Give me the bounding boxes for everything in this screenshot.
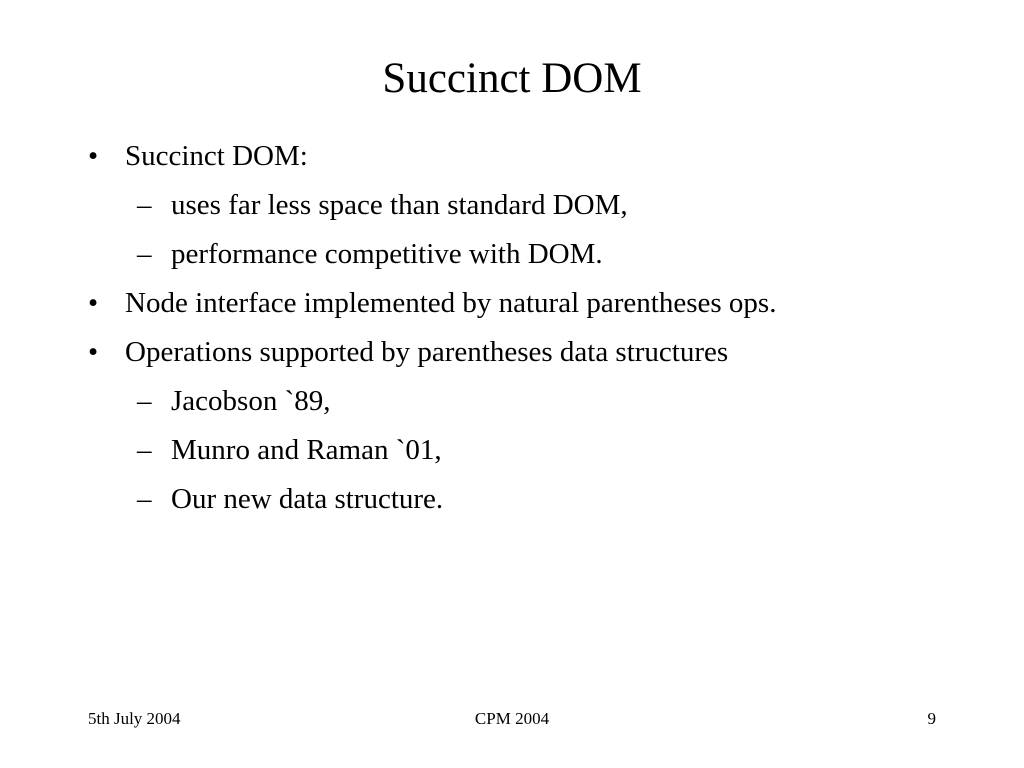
list-item (0, 477, 1024, 526)
bullet-marker: • (88, 336, 99, 368)
list-item-text: Succinct DOM: (125, 140, 308, 172)
bullet-marker: • (88, 140, 99, 172)
slide-title: Succinct DOM (382, 55, 642, 102)
list-item-text: Node interface implemented by natural parentheses ops. (125, 287, 777, 319)
list-item-text: Munro and Raman `01, (171, 434, 442, 466)
list-item (0, 232, 1024, 281)
dash-marker: – (137, 189, 152, 221)
list-item (0, 281, 1024, 330)
list-item (0, 183, 1024, 232)
dash-marker: – (137, 434, 152, 466)
bullet-marker: • (88, 287, 99, 319)
list-item-text: Jacobson `89, (171, 385, 331, 417)
list-item (0, 330, 1024, 379)
footer-page-number: 9 (927, 709, 936, 728)
footer-event: CPM 2004 (474, 709, 550, 728)
dash-marker: – (137, 385, 152, 417)
dash-marker: – (137, 238, 152, 270)
list-item (0, 428, 1024, 477)
bullet-list (0, 134, 1024, 526)
list-item-text: Our new data structure. (171, 483, 444, 515)
dash-marker: – (137, 483, 152, 515)
list-item-text: performance competitive with DOM. (171, 238, 603, 270)
list-item-text: Operations supported by parentheses data structures (125, 336, 729, 368)
list-item-text: uses far less space than standard DOM, (171, 189, 628, 221)
list-item (0, 379, 1024, 428)
list-item (0, 134, 1024, 183)
footer-date: 5th July 2004 (88, 709, 181, 728)
